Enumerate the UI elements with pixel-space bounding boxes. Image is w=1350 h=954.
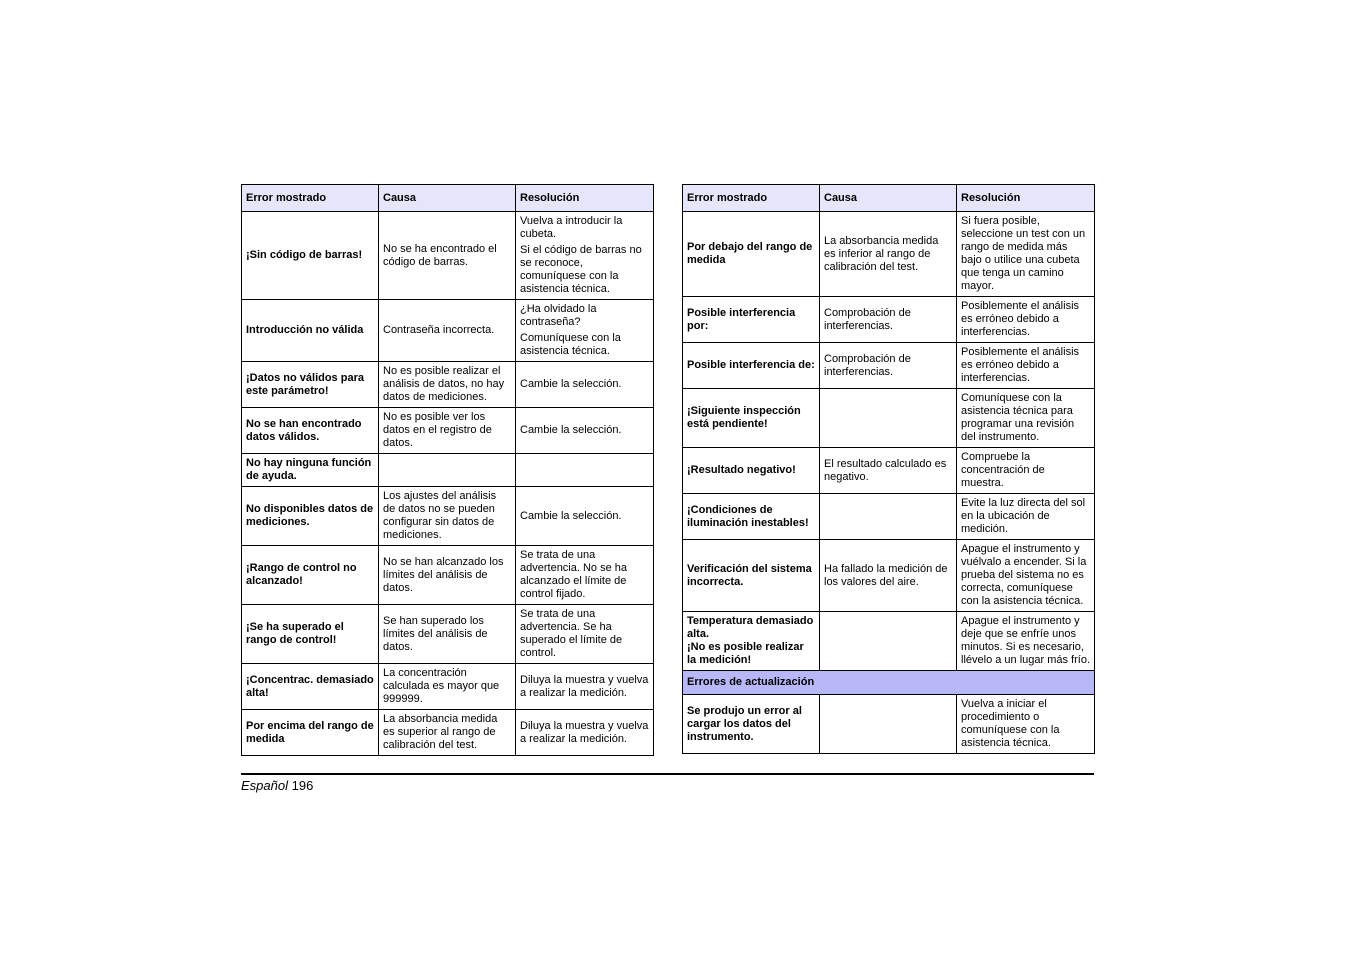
error-cell [242, 605, 379, 664]
error-cell [242, 487, 379, 546]
footer-language: Español [241, 778, 288, 793]
error-cell [683, 389, 820, 448]
table-row [683, 612, 1095, 671]
cause-cell-text: No es posible ver los datos en el registro de datos. [383, 411, 492, 449]
resolution-cell-text: Se trata de una advertencia. Se ha superado el límite de control. [520, 608, 623, 659]
cause-cell [820, 297, 957, 343]
error-cell [242, 300, 379, 362]
resolution-cell-text: Comuníquese con la asistencia técnica. [520, 332, 621, 357]
error-cell [683, 212, 820, 297]
table-row [683, 540, 1095, 612]
resolution-cell [516, 362, 654, 408]
resolution-cell-text: Se trata de una advertencia. No se ha alcanzado el límite de control fijado. [520, 549, 628, 600]
resolution-cell [516, 212, 654, 300]
cause-cell [379, 487, 516, 546]
cause-cell-text: Se han superado los límites del análisis de datos. [383, 614, 488, 653]
cause-cell-text: Los ajustes del análisis de datos no se pueden configurar sin datos de mediciones. [383, 490, 497, 541]
header-error: Error mostrado [683, 185, 820, 212]
resolution-cell-text: Cambie la selección. [520, 378, 622, 390]
cause-cell [820, 612, 957, 671]
header-error: Error mostrado [242, 185, 379, 212]
troubleshooting-table-right [682, 184, 1095, 754]
table-row [683, 212, 1095, 297]
error-text: No hay ninguna función de ayuda. [246, 457, 372, 482]
resolution-cell [957, 612, 1095, 671]
table-row [683, 695, 1095, 754]
cause-cell [820, 343, 957, 389]
resolution-cell [957, 695, 1095, 754]
table-body-right [683, 212, 1095, 754]
cause-cell [820, 494, 957, 540]
table-row [242, 546, 654, 605]
error-cell [242, 212, 379, 300]
page-footer [241, 778, 313, 793]
table-row [683, 343, 1095, 389]
error-text: ¡Rango de control no alcanzado! [246, 562, 357, 587]
error-cell [683, 448, 820, 494]
error-cell [242, 710, 379, 756]
cause-cell [379, 362, 516, 408]
header-resolution: Resolución [957, 185, 1095, 212]
error-text: Introducción no válida [246, 324, 364, 336]
resolution-cell [516, 487, 654, 546]
error-text: Posible interferencia de: [687, 359, 815, 371]
resolution-cell [957, 343, 1095, 389]
table-row [683, 389, 1095, 448]
error-cell [683, 540, 820, 612]
error-text: ¡Datos no válidos para este parámetro! [246, 371, 364, 397]
resolution-cell [516, 408, 654, 454]
header-resolution: Resolución [516, 185, 654, 212]
resolution-cell-text: Si el código de barras no se reconoce, comuníquese con la asistencia técnica. [520, 244, 642, 295]
cause-cell-text: Comprobación de interferencias. [824, 306, 911, 332]
resolution-cell [957, 540, 1095, 612]
error-text: ¡Concentrac. demasiado alta! [246, 673, 374, 699]
error-text: Posible interferencia por: [687, 306, 796, 332]
cause-cell-text: No es posible realizar el análisis de datos, no hay datos de mediciones. [383, 365, 505, 403]
table-section-row [683, 671, 1095, 695]
resolution-cell-text: Vuelva a introducir la cubeta. [520, 215, 623, 240]
error-text: ¡No es posible realizar la medición! [687, 641, 804, 666]
resolution-cell-text: Cambie la selección. [520, 424, 622, 436]
resolution-cell-text: Posiblemente el análisis es erróneo debido a interferencias. [961, 300, 1080, 338]
resolution-cell-text: Si fuera posible, seleccione un test con un rango de medida más bajo o utilice una cubeta que tenga un camino mayor. [961, 215, 1086, 292]
error-cell [683, 612, 820, 671]
resolution-cell-text: Cambie la selección. [520, 509, 622, 522]
table-row [683, 297, 1095, 343]
error-text: ¡Sin código de barras! [246, 249, 363, 261]
cause-cell [379, 710, 516, 756]
error-cell [683, 343, 820, 389]
table-row [242, 362, 654, 408]
error-cell [242, 408, 379, 454]
resolution-cell [957, 297, 1095, 343]
error-text: Se produjo un error al cargar los datos del instrumento. [687, 704, 802, 743]
error-cell [242, 664, 379, 710]
error-text: Temperatura demasiado alta. [687, 615, 814, 640]
resolution-cell [516, 454, 654, 487]
cause-cell [820, 212, 957, 297]
header-cause: Causa [820, 185, 957, 212]
error-text: No se han encontrado datos válidos. [246, 417, 362, 443]
resolution-cell-text: Apague el instrumento y deje que se enfríe unos minutos. Si es necesario, llévelo a un lugar más frío. [961, 615, 1091, 666]
table-header-row [683, 185, 1095, 212]
resolution-cell-text: Posiblemente el análisis es erróneo debido a interferencias. [961, 346, 1080, 384]
table-row [242, 212, 654, 300]
cause-cell [379, 300, 516, 362]
table-row [242, 605, 654, 664]
error-text: No disponibles datos de mediciones. [246, 503, 374, 528]
error-text: ¡Siguiente inspección está pendiente! [687, 405, 801, 430]
error-text: ¡Resultado negativo! [687, 464, 796, 476]
cause-cell [379, 408, 516, 454]
error-text: ¡Condiciones de iluminación inestables! [687, 503, 809, 529]
resolution-cell [957, 448, 1095, 494]
table-row [242, 300, 654, 362]
cause-cell-text: Ha fallado la medición de los valores del aire. [824, 562, 948, 588]
header-cause: Causa [379, 185, 516, 212]
resolution-cell [957, 212, 1095, 297]
section-title: Errores de actualización [683, 671, 1095, 695]
table-row [242, 454, 654, 487]
resolution-cell-text: Comuníquese con la asistencia técnica para programar una revisión del instrumento. [961, 392, 1075, 443]
resolution-cell [516, 605, 654, 664]
error-cell [242, 362, 379, 408]
error-cell [683, 494, 820, 540]
cause-cell-text: Comprobación de interferencias. [824, 352, 911, 378]
troubleshooting-table-left [241, 184, 654, 756]
table-row [242, 664, 654, 710]
cause-cell [820, 448, 957, 494]
footer-page-number: 196 [291, 778, 314, 793]
resolution-cell-text: Apague el instrumento y vuélvalo a encender. Si la prueba del sistema no es correcta, comuníquese con la asistencia técnica. [961, 543, 1087, 607]
resolution-cell [957, 494, 1095, 540]
cause-cell [379, 664, 516, 710]
resolution-cell-text: Diluya la muestra y vuelva a realizar la medición. [520, 719, 649, 745]
table-row [242, 710, 654, 756]
resolution-cell-text: Diluya la muestra y vuelva a realizar la medición. [520, 673, 649, 699]
resolution-cell [516, 300, 654, 362]
table-row [683, 448, 1095, 494]
resolution-cell-text: Compruebe la concentración de muestra. [961, 451, 1045, 489]
error-text: Por debajo del rango de medida [687, 241, 813, 266]
error-cell [242, 546, 379, 605]
cause-cell [379, 212, 516, 300]
table-header-row [242, 185, 654, 212]
cause-cell [379, 546, 516, 605]
footer-rule [241, 773, 1094, 775]
resolution-cell [516, 546, 654, 605]
error-cell [242, 454, 379, 487]
cause-cell [379, 605, 516, 664]
cause-cell-text: No se han alcanzado los límites del análisis de datos. [383, 555, 504, 594]
error-cell [683, 695, 820, 754]
resolution-cell [957, 389, 1095, 448]
resolution-cell [516, 664, 654, 710]
table-body-left [242, 212, 654, 756]
table-row [242, 408, 654, 454]
cause-cell [820, 695, 957, 754]
cause-cell [379, 454, 516, 487]
cause-cell-text: El resultado calculado es negativo. [824, 457, 947, 483]
resolution-cell-text: ¿Ha olvidado la contraseña? [520, 303, 597, 328]
cause-cell-text: La absorbancia medida es inferior al rango de calibración del test. [824, 234, 939, 273]
table-row [242, 487, 654, 546]
cause-cell-text: La absorbancia medida es superior al rango de calibración del test. [383, 713, 498, 751]
error-text: Por encima del rango de medida [246, 719, 374, 745]
resolution-cell-text: Evite la luz directa del sol en la ubicación de medición. [961, 497, 1086, 535]
cause-cell-text: Contraseña incorrecta. [383, 324, 495, 336]
cause-cell-text: No se ha encontrado el código de barras. [383, 242, 497, 268]
cause-cell [820, 389, 957, 448]
error-text: Verificación del sistema incorrecta. [687, 562, 812, 588]
resolution-cell-text: Vuelva a iniciar el procedimiento o comuníquese con la asistencia técnica. [961, 698, 1060, 749]
cause-cell [820, 540, 957, 612]
cause-cell-text: La concentración calculada es mayor que 999999. [383, 667, 500, 705]
resolution-cell [516, 710, 654, 756]
table-row [683, 494, 1095, 540]
error-text: ¡Se ha superado el rango de control! [246, 621, 344, 646]
error-cell [683, 297, 820, 343]
